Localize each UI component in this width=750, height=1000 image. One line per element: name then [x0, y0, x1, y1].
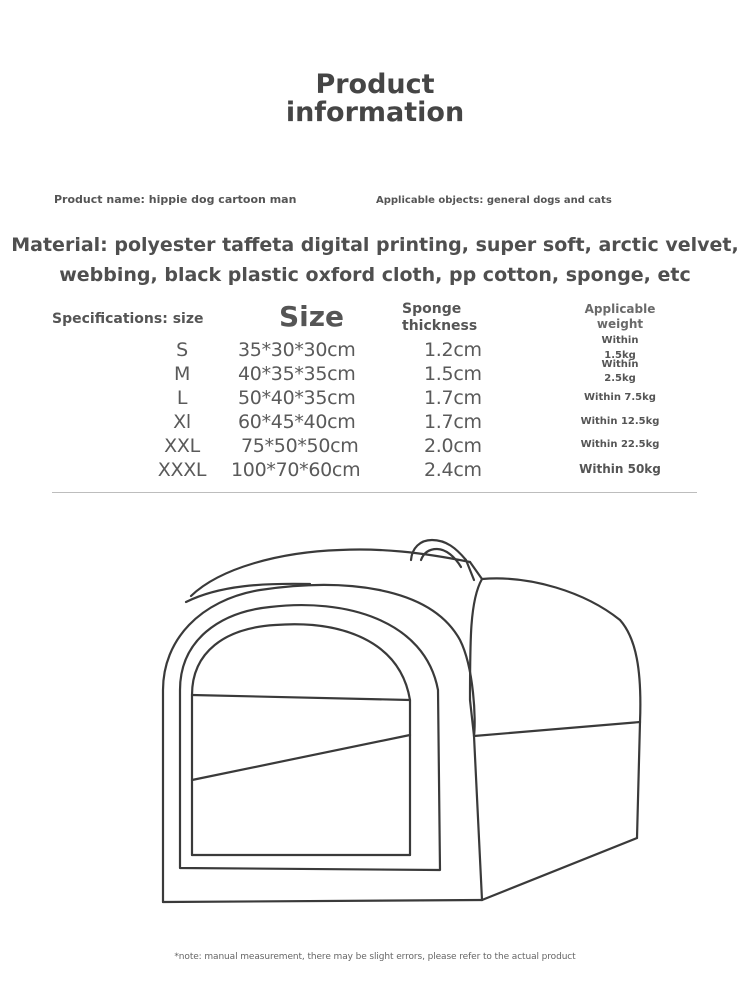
weight-header-line2: weight: [596, 317, 644, 331]
size-label-xl: Xl: [173, 411, 191, 433]
thickness-xl: 1.7cm: [424, 411, 482, 433]
weight-s-line1: Within: [601, 335, 639, 346]
spec-header: Specifications: size: [52, 311, 204, 327]
sponge-header-line1: Sponge: [402, 301, 462, 317]
footnote: *note: manual measurement, there may be slight errors, please refer to the actual product: [174, 952, 576, 962]
size-value-xxxl: 100*70*60cm: [231, 459, 361, 481]
size-value-s: 35*30*30cm: [238, 339, 356, 361]
size-header: Size: [279, 300, 345, 333]
size-value-xl: 60*45*40cm: [238, 411, 356, 433]
product-name: Product name: hippie dog cartoon man: [54, 193, 297, 206]
weight-m-line2: 2.5kg: [604, 373, 636, 384]
sponge-header-line2: thickness: [402, 318, 478, 334]
material-line1: Material: polyester taffeta digital printing, super soft, arctic velvet,: [11, 234, 739, 256]
pet-house-illustration: [0, 520, 750, 940]
size-label-s: S: [176, 339, 188, 361]
weight-xl: Within 12.5kg: [580, 416, 660, 427]
size-value-xxl: 75*50*50cm: [241, 435, 359, 457]
size-label-l: L: [176, 387, 188, 409]
weight-m-line1: Within: [601, 359, 639, 370]
table-divider: [52, 492, 697, 493]
thickness-m: 1.5cm: [424, 363, 482, 385]
weight-header-line1: Applicable: [584, 302, 656, 316]
size-label-xxl: XXL: [164, 435, 200, 457]
size-value-m: 40*35*35cm: [238, 363, 356, 385]
page-title: Product: [315, 69, 435, 100]
size-label-m: M: [173, 363, 191, 385]
material-line2: webbing, black plastic oxford cloth, pp cotton, sponge, etc: [59, 264, 691, 286]
page-title-line2: information: [285, 97, 465, 128]
weight-s-line2: 1.5kg: [604, 350, 636, 361]
weight-xxl: Within 22.5kg: [580, 439, 660, 450]
size-value-l: 50*40*35cm: [238, 387, 356, 409]
thickness-xxxl: 2.4cm: [424, 459, 482, 481]
weight-l: Within 7.5kg: [584, 392, 656, 403]
thickness-l: 1.7cm: [424, 387, 482, 409]
applicable-objects: Applicable objects: general dogs and cats: [376, 195, 612, 206]
thickness-xxl: 2.0cm: [424, 435, 482, 457]
weight-xxxl: Within 50kg: [579, 462, 661, 476]
size-label-xxxl: XXXL: [157, 459, 207, 481]
thickness-s: 1.2cm: [424, 339, 482, 361]
